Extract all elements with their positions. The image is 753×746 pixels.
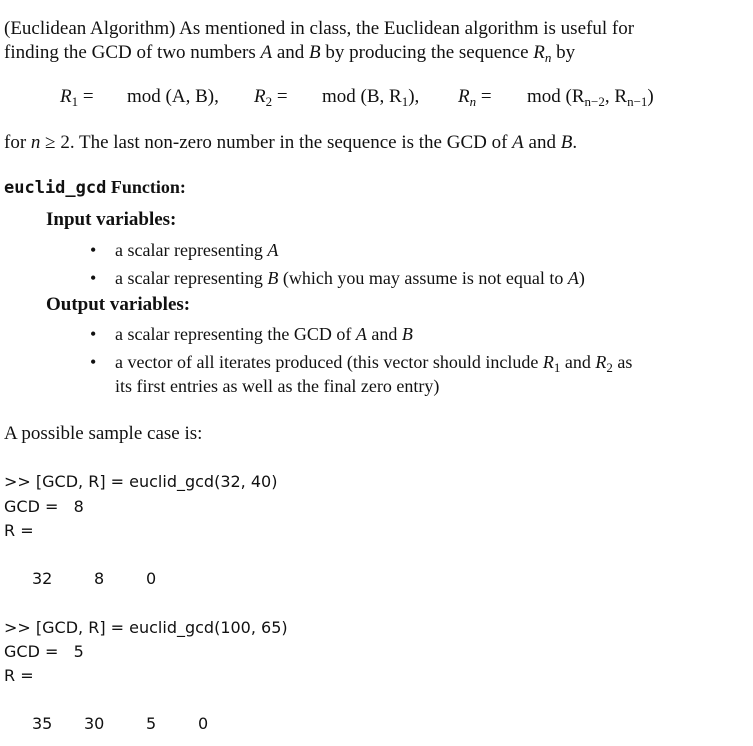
output-2-r2: R — [595, 352, 607, 372]
sample2-vector-entry: 35 — [32, 714, 53, 733]
eq-r2-lhs — [254, 86, 288, 108]
var-B: B — [309, 42, 321, 63]
eq-r2-rhs-end: ), — [408, 86, 420, 107]
after-math-line — [4, 131, 742, 155]
bullet-icon: • — [90, 352, 97, 372]
function-heading-label: Function: — [106, 177, 186, 197]
output-1-var: A — [355, 324, 367, 344]
eq-r2-rhs-text: mod (B, R — [322, 86, 402, 107]
bullet-icon: • — [90, 268, 97, 288]
intro-line-2 — [4, 41, 742, 65]
output-2-sub1: 1 — [553, 360, 561, 375]
after-math-A: A — [512, 132, 524, 153]
eq-r1-sub: 1 — [71, 94, 79, 109]
input-2-rest2: ) — [578, 268, 585, 288]
intro-text-2b: and — [272, 42, 310, 63]
function-heading — [4, 177, 186, 198]
eq-rn-lhs — [458, 86, 492, 108]
sample1-gcd-output: GCD = 8 — [4, 497, 84, 516]
var-A: A — [260, 42, 273, 63]
eq-rn-rhs-sub1: n−2 — [584, 94, 605, 109]
output-1-text: a scalar representing the GCD of — [115, 324, 356, 344]
output-2-sub2: 2 — [606, 360, 613, 375]
eq-r1-equals: = — [82, 86, 94, 107]
input-2-var: B — [267, 268, 279, 288]
eq-rn-rhs-sub2: n−1 — [627, 94, 648, 109]
input-2-text: a scalar representing — [115, 268, 268, 288]
input-variables-heading: Input variables: — [46, 209, 177, 230]
after-math-d: . — [572, 132, 578, 153]
input-1-text: a scalar representing — [115, 240, 268, 260]
eq-r2-rhs — [322, 86, 419, 108]
bullet-icon: • — [90, 240, 97, 260]
intro-text-1: (Euclidean Algorithm) As mentioned in class, the Euclidean algorithm is useful for — [4, 18, 635, 39]
output-variables-heading: Output variables: — [46, 294, 191, 315]
eq-rn-rhs-end: ) — [647, 86, 654, 107]
sample1-r-label: R = — [4, 521, 34, 540]
eq-r1-symbol: R — [60, 86, 72, 107]
sample1-vector-entry: 8 — [94, 569, 105, 588]
eq-rn-rhs-a: mod (R — [527, 86, 585, 107]
output-1-mid: and — [366, 324, 402, 344]
eq-r1-rhs: mod (A, B), — [127, 86, 219, 107]
var-n-sub: n — [544, 50, 552, 65]
after-math-n: n — [30, 132, 41, 153]
eq-r2-rhs-sub: 1 — [401, 94, 409, 109]
eq-rn-rhs — [527, 86, 654, 108]
intro-text-2a: finding the GCD of two numbers — [4, 42, 261, 63]
intro-text-2d: by — [551, 42, 576, 63]
var-R: R — [533, 42, 545, 63]
input-1-var: A — [267, 240, 279, 260]
input-2-rest: (which you may assume is not equal to — [278, 268, 568, 288]
intro-line-1 — [4, 17, 742, 41]
output-2-line2: its first entries as well as the final zero entry) — [115, 376, 440, 396]
eq-rn-equals: = — [480, 86, 492, 107]
output-1-var2: B — [401, 324, 413, 344]
bullet-icon: • — [90, 324, 97, 344]
eq-r2-sub: 2 — [265, 94, 273, 109]
sample2-vector-entry: 5 — [146, 714, 157, 733]
output-2-and: and — [560, 352, 596, 372]
eq-rn-rhs-mid: , R — [604, 86, 628, 107]
sample1-vector-entry: 0 — [146, 569, 157, 588]
input-2-var2: A — [567, 268, 579, 288]
sample2-command: >> [GCD, R] = euclid_gcd(100, 65) — [4, 618, 288, 637]
after-math-B: B — [560, 132, 573, 153]
after-math-a: for — [4, 132, 31, 153]
sample1-command: >> [GCD, R] = euclid_gcd(32, 40) — [4, 472, 278, 491]
sample1-vector-entry: 32 — [32, 569, 53, 588]
sample2-gcd-output: GCD = 5 — [4, 642, 84, 661]
output-2-r1: R — [542, 352, 554, 372]
eq-r2-symbol: R — [254, 86, 266, 107]
intro-text-2c: by producing the sequence — [320, 42, 534, 63]
eq-r2-equals: = — [276, 86, 288, 107]
function-name: euclid_gcd — [4, 178, 107, 198]
eq-r1-lhs — [60, 86, 94, 108]
after-math-c: and — [523, 132, 561, 153]
sample2-vector-entry: 0 — [198, 714, 209, 733]
eq-rn-symbol: R — [458, 86, 470, 107]
output-2-text: a vector of all iterates produced (this vector should include — [115, 352, 543, 372]
output-2-tail: as — [612, 352, 633, 372]
after-math-b: ≥ 2. The last non-zero number in the sequence is the GCD of — [40, 132, 513, 153]
sample2-vector-entry: 30 — [84, 714, 105, 733]
sample-intro: A possible sample case is: — [4, 423, 203, 444]
sample2-r-label: R = — [4, 666, 34, 685]
eq-rn-sub: n — [469, 94, 477, 109]
